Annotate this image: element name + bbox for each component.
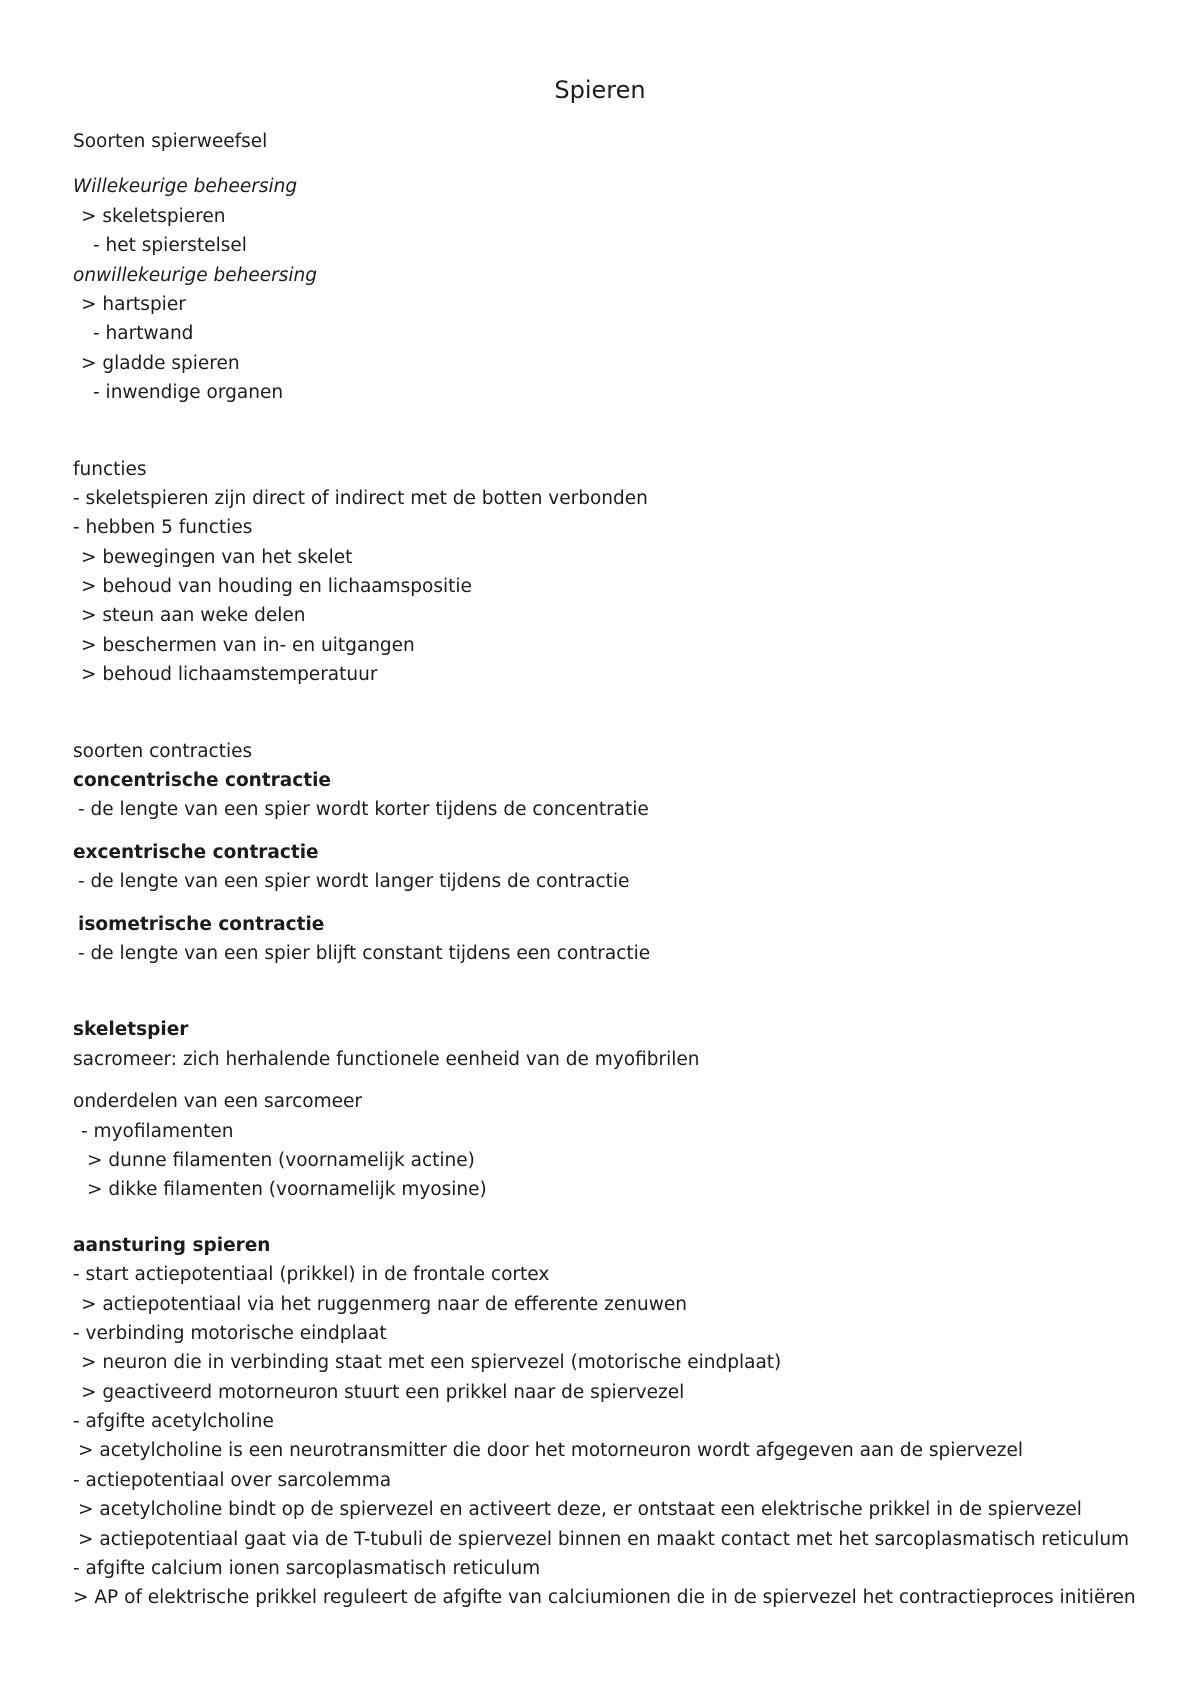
- list-item: - hebben 5 functies: [73, 517, 253, 539]
- list-item: - verbinding motorische eindplaat: [73, 1322, 387, 1344]
- list-item: > bewegingen van het skelet: [81, 546, 353, 568]
- list-item: > acetylcholine bindt op de spiervezel en activeert deze, er ontstaat een elektrische prikkel in de spiervezel: [78, 1499, 1082, 1521]
- sarcomere-definition: sacromeer: zich herhalende functionele eenheid van de myofibrilen: [73, 1048, 700, 1070]
- list-item: > dunne filamenten (voornamelijk actine): [87, 1149, 475, 1171]
- list-item: > actiepotentiaal via het ruggenmerg naar de efferente zenuwen: [81, 1293, 687, 1315]
- list-item: > dikke filamenten (voornamelijk myosine): [87, 1179, 487, 1201]
- list-item: - afgifte calcium ionen sarcoplasmatisch reticulum: [73, 1558, 541, 1580]
- eccentric-title: excentrische contractie: [73, 841, 319, 863]
- section-heading-contractions: soorten contracties: [73, 740, 253, 762]
- section-heading-types: Soorten spierweefsel: [73, 131, 268, 152]
- section-heading-skeletal: skeletspier: [73, 1019, 189, 1041]
- list-item: > neuron die in verbinding staat met een spiervezel (motorische eindplaat): [81, 1352, 782, 1374]
- section-heading-control: aansturing spieren: [73, 1234, 271, 1256]
- list-item: > beschermen van in- en uitgangen: [81, 634, 415, 656]
- list-item: > actiepotentiaal gaat via de T-tubuli de spiervezel binnen en maakt contact met het sarcoplasmatisch reticulum: [78, 1528, 1130, 1550]
- list-item: - actiepotentiaal over sarcolemma: [73, 1469, 392, 1491]
- list-item: - het spierstelsel: [93, 235, 247, 257]
- concentric-text: - de lengte van een spier wordt korter tijdens de concentratie: [78, 799, 649, 821]
- list-item: > skeletspieren: [81, 205, 226, 227]
- isometric-text: - de lengte van een spier blijft constant tijdens een contractie: [78, 942, 651, 964]
- list-item: > AP of elektrische prikkel reguleert de afgifte van calciumionen die in de spiervezel het contractieproces initiëren: [73, 1587, 1136, 1609]
- list-item: - skeletspieren zijn direct of indirect met de botten verbonden: [73, 487, 648, 509]
- isometric-title: isometrische contractie: [78, 913, 325, 935]
- document-body: [73, 127, 1173, 1613]
- page-title: Spieren: [554, 76, 646, 104]
- list-item: - afgifte acetylcholine: [73, 1411, 274, 1433]
- list-item: > behoud van houding en lichaamspositie: [81, 576, 472, 598]
- list-item: > acetylcholine is een neurotransmitter die door het motorneuron wordt afgegeven aan de spiervezel: [78, 1440, 1023, 1462]
- list-item: - start actiepotentiaal (prikkel) in de frontale cortex: [73, 1264, 550, 1286]
- list-item: - hartwand: [93, 323, 194, 345]
- list-item: > behoud lichaamstemperatuur: [81, 664, 378, 686]
- list-item: > hartspier: [81, 293, 186, 315]
- section-heading-functions: functies: [73, 458, 147, 480]
- list-item: > gladde spieren: [81, 352, 240, 374]
- eccentric-text: - de lengte van een spier wordt langer tijdens de contractie: [78, 871, 630, 893]
- list-item: > geactiveerd motorneuron stuurt een prikkel naar de spiervezel: [81, 1381, 685, 1403]
- list-item: - inwendige organen: [93, 382, 284, 404]
- list-item: - myofilamenten: [81, 1120, 234, 1142]
- list-item: > steun aan weke delen: [81, 605, 306, 627]
- concentric-title: concentrische contractie: [73, 770, 331, 792]
- sarcomere-parts-heading: onderdelen van een sarcomeer: [73, 1091, 363, 1113]
- involuntary-heading: onwillekeurige beheersing: [73, 264, 318, 286]
- voluntary-heading: Willekeurige beheersing: [73, 176, 298, 198]
